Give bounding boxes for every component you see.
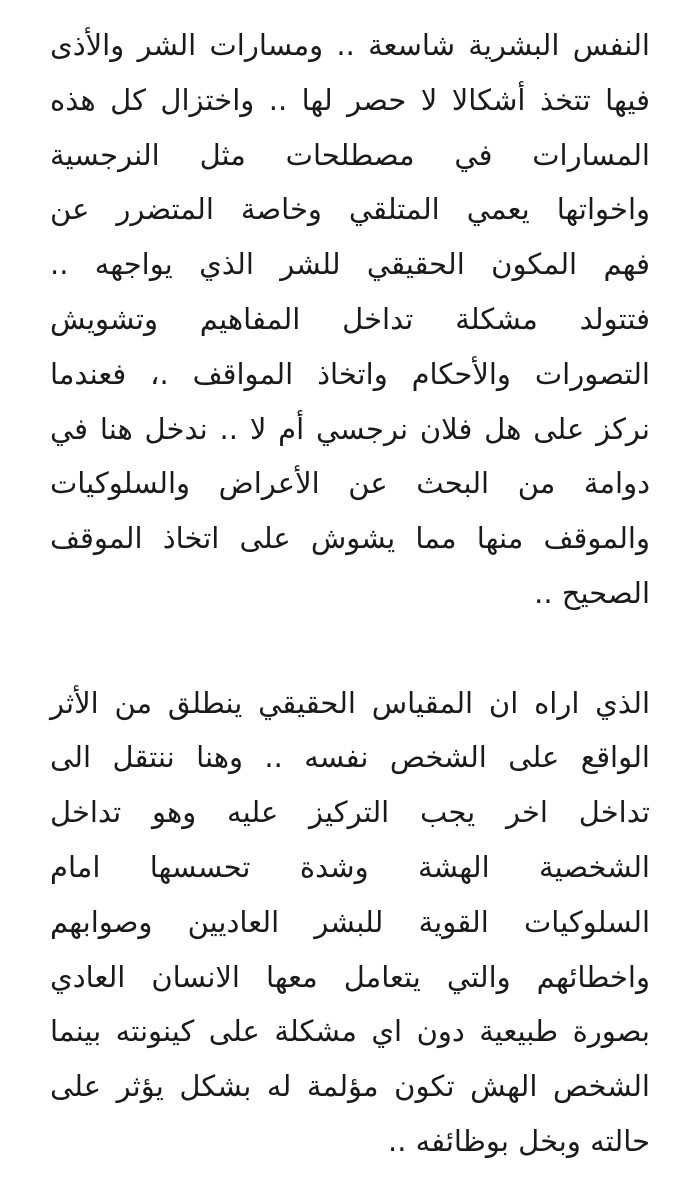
paragraph-2 (50, 676, 650, 1169)
text-line: الصحيح .. (534, 575, 650, 610)
text-line: بصورة طبيعية دون اي مشكلة على كينونته بينما (50, 1014, 650, 1049)
text-line: دوامة من البحث عن الأعراض والسلوكيات (50, 466, 650, 501)
paragraph-spacer (50, 621, 650, 676)
text-line: المسارات في مصطلحات مثل النرجسية (50, 137, 650, 172)
text-line: التصورات والأحكام واتخاذ المواقف .، فعندما (50, 356, 650, 391)
text-line: الواقع على الشخص نفسه .. وهنا ننتقل الى (50, 740, 650, 775)
text-line: فتتولد مشكلة تداخل المفاهيم وتشويش (50, 301, 650, 336)
text-line: والموقف منها مما يشوش على اتخاذ الموقف (50, 521, 650, 556)
text-line: الشخصية الهشة وشدة تحسسها امام (50, 849, 650, 884)
text-line: الشخص الهش تكون مؤلمة له بشكل يؤثر على (50, 1069, 650, 1104)
text-line: حالته وبخل بوظائفه .. (387, 1123, 650, 1158)
text-line: السلوكيات القوية للبشر العاديين وصوابهم (50, 904, 650, 939)
text-line: الذي اراه ان المقياس الحقيقي ينطلق من الأثر (50, 685, 650, 720)
text-line: فهم المكون الحقيقي للشر الذي يواجهه .. (50, 247, 650, 282)
text-line: النفس البشرية شاسعة .. ومسارات الشر والأذى (50, 28, 650, 62)
text-line: تداخل اخر يجب التركيز عليه وهو تداخل (50, 795, 650, 830)
text-line: واخطائهم والتي يتعامل معها الانسان العادي (50, 959, 650, 994)
text-line: واخواتها يعمي المتلقي وخاصة المتضرر عن (50, 192, 650, 227)
text-line: نركز على هل فلان نرجسي أم لا .. ندخل هنا في (50, 411, 650, 446)
paragraph-1 (50, 18, 650, 621)
text-line: فيها تتخذ أشكالا لا حصر لها .. واختزال كل هذه (50, 82, 650, 117)
